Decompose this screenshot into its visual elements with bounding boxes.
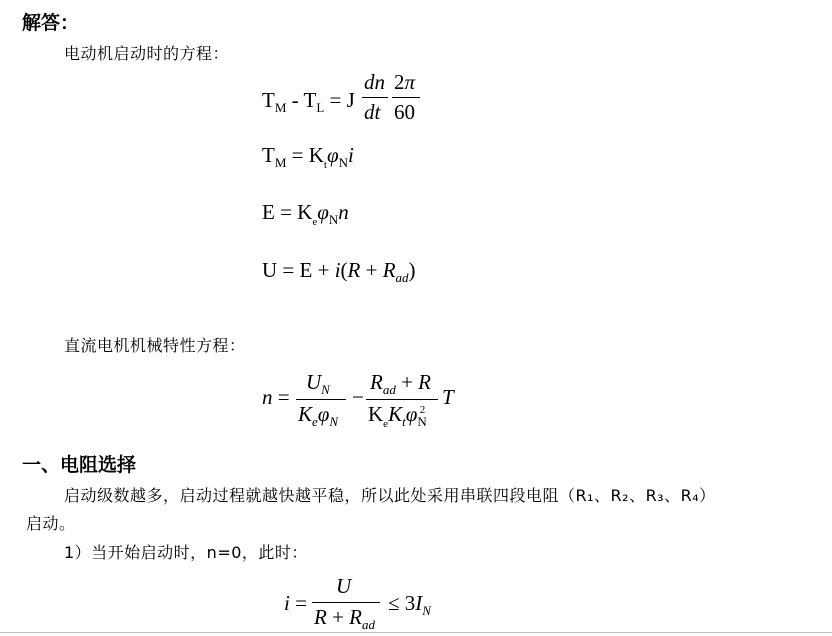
eq6-rhs: ≤ $3I_N$ bbox=[388, 591, 431, 618]
step1-text: 1）当开始启动时，n=0，此时： bbox=[64, 543, 308, 562]
eq6-lhs: i = bbox=[284, 591, 307, 615]
eq5-lhs: n = bbox=[262, 385, 290, 409]
eq1-lhs: $T_M - T_L = J$ bbox=[262, 88, 355, 115]
equation-torque-current: $T_M = K_t\varphi_Ni$ bbox=[262, 143, 354, 171]
answer-heading: 解答： bbox=[22, 12, 80, 34]
eq5-tail: T bbox=[442, 385, 454, 409]
eq1-fraction-2pi-60: 2π 60 bbox=[392, 70, 422, 126]
equation-back-emf: $E = K_e\varphi_Nn$ bbox=[262, 200, 349, 228]
eq1-fraction-dn-dt: dn dt bbox=[362, 70, 390, 126]
equation-voltage: $U = E + i(R + R_{ad})$ bbox=[262, 258, 416, 285]
page-bottom-divider bbox=[0, 632, 832, 633]
section1-paragraph-line2: 启动。 bbox=[26, 514, 76, 533]
eq6-fraction: U $R + R_{ad}$ bbox=[312, 574, 382, 634]
eq5-fraction-r: $R_{ad} + R$ $K_eK_t\varphi_N^2$ bbox=[366, 370, 440, 430]
section1-paragraph-line1: 启动级数越多，启动过程就越快越平稳，所以此处采用串联四段电阻（R₁、R₂、R₃、R₄） bbox=[64, 486, 716, 505]
mech-char-intro: 直流电机机械特性方程： bbox=[64, 336, 246, 355]
eq5-minus: − bbox=[352, 385, 364, 409]
startup-equations-intro: 电动机启动时的方程： bbox=[64, 44, 230, 63]
section1-heading: 一、电阻选择 bbox=[22, 454, 137, 476]
eq5-fraction-un: $U_N$ $K_e\varphi_N$ bbox=[296, 370, 348, 430]
